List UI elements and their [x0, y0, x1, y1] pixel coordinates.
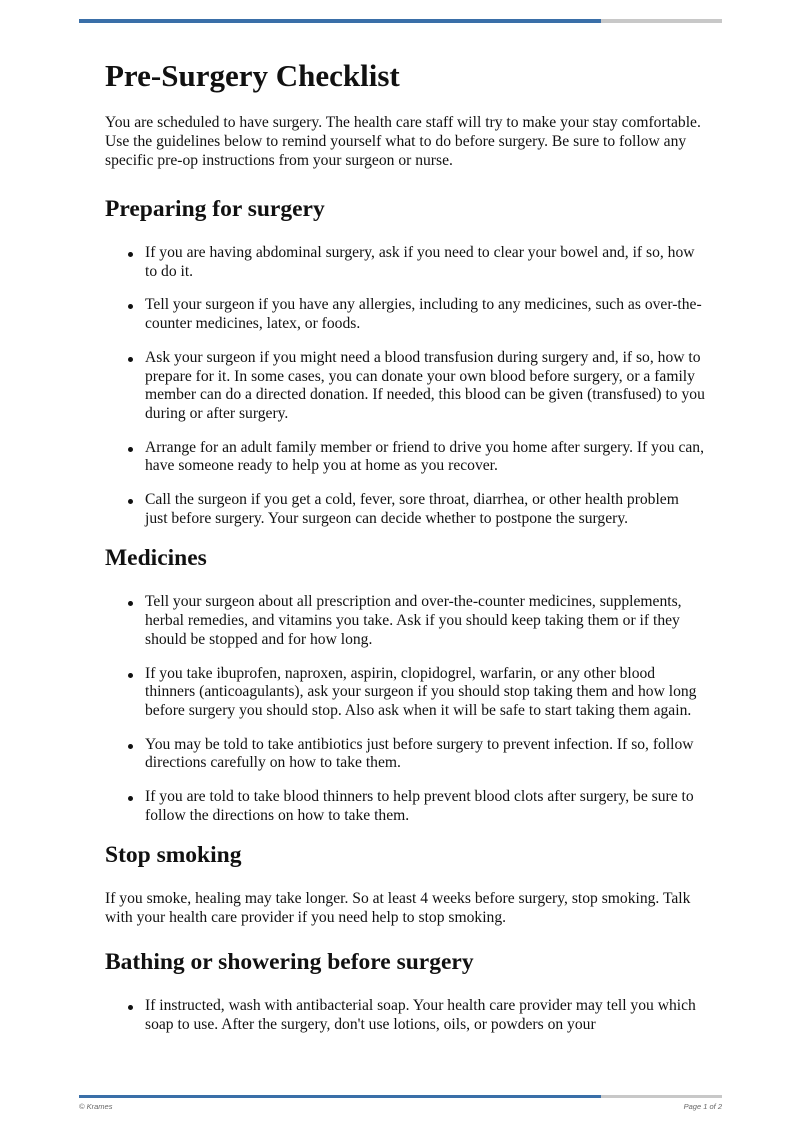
intro-paragraph: You are scheduled to have surgery. The health care staff will try to make your stay comfortable. Use the guidelines below to remind yourself what to do before surgery. Be sure to follow any specific pre-op instructions from your surgeon or nurse.	[105, 114, 701, 169]
document-body	[105, 58, 705, 1050]
list-item: Tell your surgeon about all prescription and over-the-counter medicines, supplements, herbal remedies, and vitamins you take. Ask if you should keep taking them or if they should be stopped and for how long.	[145, 593, 705, 649]
page-title: Pre-Surgery Checklist	[105, 58, 400, 93]
header-bar-accent	[79, 19, 601, 23]
list-item: If you are having abdominal surgery, ask if you need to clear your bowel and, if so, how to do it.	[145, 244, 705, 281]
section-heading-preparing: Preparing for surgery	[105, 196, 325, 222]
medicines-list	[105, 593, 705, 825]
list-item: If you are told to take blood thinners to help prevent blood clots after surgery, be sure to follow the directions on how to take them.	[145, 788, 705, 825]
list-item: Tell your surgeon if you have any allergies, including to any medicines, such as over-the-counter medicines, latex, or foods.	[145, 296, 705, 333]
list-item: Call the surgeon if you get a cold, fever, sore throat, diarrhea, or other health problem just before surgery. Your surgeon can decide whether to postpone the surgery.	[145, 491, 705, 528]
section-heading-smoking: Stop smoking	[105, 842, 242, 869]
list-item: If instructed, wash with antibacterial soap. Your health care provider may tell you which soap to use. After the surgery, don't use lotions, oils, or powders on your	[145, 997, 705, 1034]
footer-bar	[79, 1095, 722, 1098]
list-item: You may be told to take antibiotics just before surgery to prevent infection. If so, follow directions carefully on how to take them.	[145, 736, 705, 773]
smoking-paragraph: If you smoke, healing may take longer. So at least 4 weeks before surgery, stop smoking. Talk with your health care provider if you need help to stop smoking.	[105, 890, 691, 927]
section-heading-medicines: Medicines	[105, 545, 207, 572]
footer-page-number: Page 1 of 2	[683, 1102, 722, 1111]
preparing-list	[105, 244, 705, 528]
list-item: If you take ibuprofen, naproxen, aspirin, clopidogrel, warfarin, or any other blood thinners (anticoagulants), ask your surgeon if you should stop taking them and how long before surgery you should stop. Also ask when it will be safe to start taking them again.	[145, 665, 705, 721]
header-bar	[79, 19, 722, 23]
footer-bar-accent	[79, 1095, 601, 1098]
list-item: Arrange for an adult family member or friend to drive you home after surgery. If you can, have someone ready to help you at home as you recover.	[145, 438, 705, 475]
section-heading-bathing: Bathing or showering before surgery	[105, 949, 474, 976]
footer-copyright: © Krames	[79, 1102, 113, 1111]
list-item: Ask your surgeon if you might need a blood transfusion during surgery and, if so, how to prepare for it. In some cases, you can donate your own blood before surgery, or a family member can do a directed donation. If needed, this blood can be given (transfused) to you during or after surgery.	[145, 348, 705, 422]
bathing-list	[105, 997, 705, 1034]
